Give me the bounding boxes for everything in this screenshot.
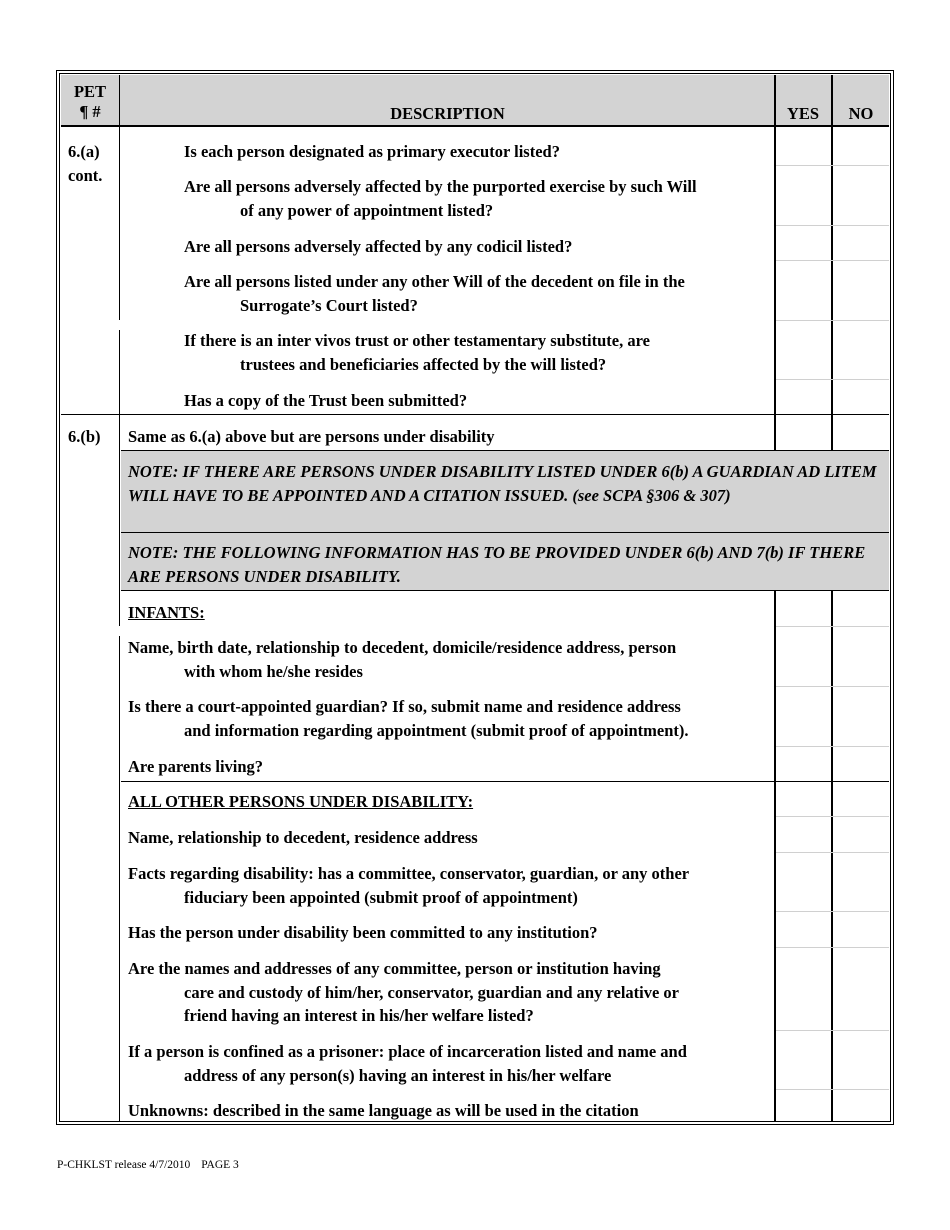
disability-question-prisoner: If a person is confined as a prisoner: place of incarceration listed and name and [128, 1042, 687, 1061]
grid-line [776, 746, 889, 747]
yes-checkbox[interactable] [777, 180, 833, 208]
no-checkbox[interactable] [834, 383, 890, 411]
disability-question-prisoner-cont: address of any person(s) having an interest in his/her welfare [184, 1066, 612, 1085]
yes-header: YES [786, 104, 820, 123]
yes-checkbox[interactable] [777, 1045, 833, 1073]
grid-line [776, 1089, 889, 1090]
pet-column-rule-top [119, 75, 120, 320]
yes-checkbox[interactable] [777, 135, 833, 163]
question-inter-vivos-trust: If there is an inter vivos trust or other testamentary substitute, are [184, 331, 650, 350]
disability-question-custody: Are the names and addresses of any committee, person or institution having [128, 959, 661, 978]
yes-right-rule-lower [831, 590, 833, 1121]
infant-question-guardian: Is there a court-appointed guardian? If so, submit name and residence address [128, 697, 681, 716]
no-checkbox[interactable] [834, 866, 890, 894]
note-divider-rule [121, 532, 889, 533]
disability-question-facts: Facts regarding disability: has a committee, conservator, guardian, or any other [128, 864, 690, 883]
no-checkbox[interactable] [834, 230, 890, 258]
section-6b-number: 6.(b) [68, 427, 101, 446]
grid-line [776, 816, 889, 817]
yes-checkbox[interactable] [777, 335, 833, 363]
grid-line [776, 686, 889, 687]
no-checkbox[interactable] [834, 700, 890, 728]
description-header: DESCRIPTION [390, 104, 505, 123]
infant-question-details: Name, birth date, relationship to decedent, domicile/residence address, person [128, 638, 677, 657]
disability-question-facts-cont: fiduciary been appointed (submit proof of appointment) [184, 888, 578, 907]
grid-line [776, 379, 889, 380]
pet-header-line2: ¶ # [79, 102, 101, 121]
section-6a-number: 6.(a) [68, 142, 100, 161]
grid-line [776, 320, 889, 321]
yes-checkbox[interactable] [777, 383, 833, 411]
no-checkbox[interactable] [834, 418, 890, 446]
question-inter-vivos-trust-cont: trustees and beneficiaries affected by the will listed? [240, 355, 607, 374]
section-6a-continued: cont. [68, 166, 103, 185]
question-power-of-appointment: Are all persons adversely affected by the purported exercise by such Will [184, 177, 697, 196]
yes-checkbox[interactable] [777, 700, 833, 728]
yes-checkbox[interactable] [777, 418, 833, 446]
no-checkbox[interactable] [834, 640, 890, 668]
grid-line [776, 852, 889, 853]
question-primary-executor: Is each person designated as primary executor listed? [184, 142, 560, 161]
yes-checkbox[interactable] [777, 750, 833, 778]
no-checkbox[interactable] [834, 975, 890, 1003]
disability-question-custody-cont2: friend having an interest in his/her welfare listed? [184, 1006, 534, 1025]
grid-line [776, 947, 889, 948]
yes-checkbox[interactable] [777, 640, 833, 668]
infant-question-parents: Are parents living? [128, 757, 264, 776]
disability-question-institution: Has the person under disability been committed to any institution? [128, 923, 598, 942]
page-number: PAGE 3 [201, 1159, 239, 1171]
other-persons-heading: ALL OTHER PERSONS UNDER DISABILITY: [128, 792, 474, 811]
question-codicil: Are all persons adversely affected by any codicil listed? [184, 237, 573, 256]
no-header: NO [848, 104, 874, 123]
no-checkbox[interactable] [834, 915, 890, 943]
description-right-rule [774, 75, 776, 451]
grid-line [776, 225, 889, 226]
yes-checkbox[interactable] [777, 915, 833, 943]
disability-question-unknowns: Unknowns: described in the same language as will be used in the citation [128, 1101, 639, 1120]
yes-checkbox[interactable] [777, 1092, 833, 1120]
yes-checkbox[interactable] [777, 230, 833, 258]
note-guardian-ad-litem: NOTE: IF THERE ARE PERSONS UNDER DISABILITY LISTED UNDER 6(b) A GUARDIAN AD LITEM WILL HAVE TO BE APPOINTED AND A CITATION ISSUED. (see SCPA §306 & 307) [128, 462, 877, 505]
no-checkbox[interactable] [834, 1045, 890, 1073]
pet-column-rule-mid [119, 330, 120, 626]
infant-question-guardian-cont: and information regarding appointment (submit proof of appointment). [184, 721, 689, 740]
grid-line [776, 165, 889, 166]
infant-question-details-cont: with whom he/she resides [184, 662, 363, 681]
question-other-will-cont: Surrogate’s Court listed? [240, 296, 418, 315]
form-identifier: P-CHKLST release 4/7/2010 [57, 1159, 191, 1171]
pet-column-rule-bottom [119, 636, 120, 1121]
section-6b-summary: Same as 6.(a) above but are persons under disability [128, 427, 495, 446]
yes-checkbox[interactable] [777, 275, 833, 303]
yes-checkbox[interactable] [777, 866, 833, 894]
disability-question-custody-cont: care and custody of him/her, conservator, guardian and any relative or [184, 983, 680, 1002]
question-other-will: Are all persons listed under any other Will of the decedent on file in the [184, 272, 685, 291]
grid-line [776, 626, 889, 627]
note-required-information: NOTE: THE FOLLOWING INFORMATION HAS TO BE PROVIDED UNDER 6(b) AND 7(b) IF THERE ARE PERSONS UNDER DISABILITY. [128, 543, 866, 586]
disability-question-name: Name, relationship to decedent, residence address [128, 828, 478, 847]
infants-heading: INFANTS: [128, 603, 205, 622]
no-checkbox[interactable] [834, 275, 890, 303]
grid-line [776, 911, 889, 912]
no-checkbox[interactable] [834, 135, 890, 163]
question-power-of-appointment-cont: of any power of appointment listed? [240, 201, 494, 220]
no-checkbox[interactable] [834, 750, 890, 778]
pet-header-line1: PET [73, 82, 107, 101]
no-checkbox[interactable] [834, 180, 890, 208]
header-bottom-rule [61, 125, 889, 127]
yes-checkbox[interactable] [777, 975, 833, 1003]
question-trust-copy: Has a copy of the Trust been submitted? [184, 391, 468, 410]
section-6a-bottom-rule [61, 414, 889, 415]
yes-checkbox[interactable] [777, 820, 833, 848]
no-checkbox[interactable] [834, 820, 890, 848]
grid-line [776, 1030, 889, 1031]
grid-line [776, 260, 889, 261]
description-right-rule-lower [774, 590, 776, 1121]
no-checkbox[interactable] [834, 1092, 890, 1120]
page-footer [57, 1159, 247, 1171]
no-checkbox[interactable] [834, 335, 890, 363]
pet-header [61, 82, 119, 122]
